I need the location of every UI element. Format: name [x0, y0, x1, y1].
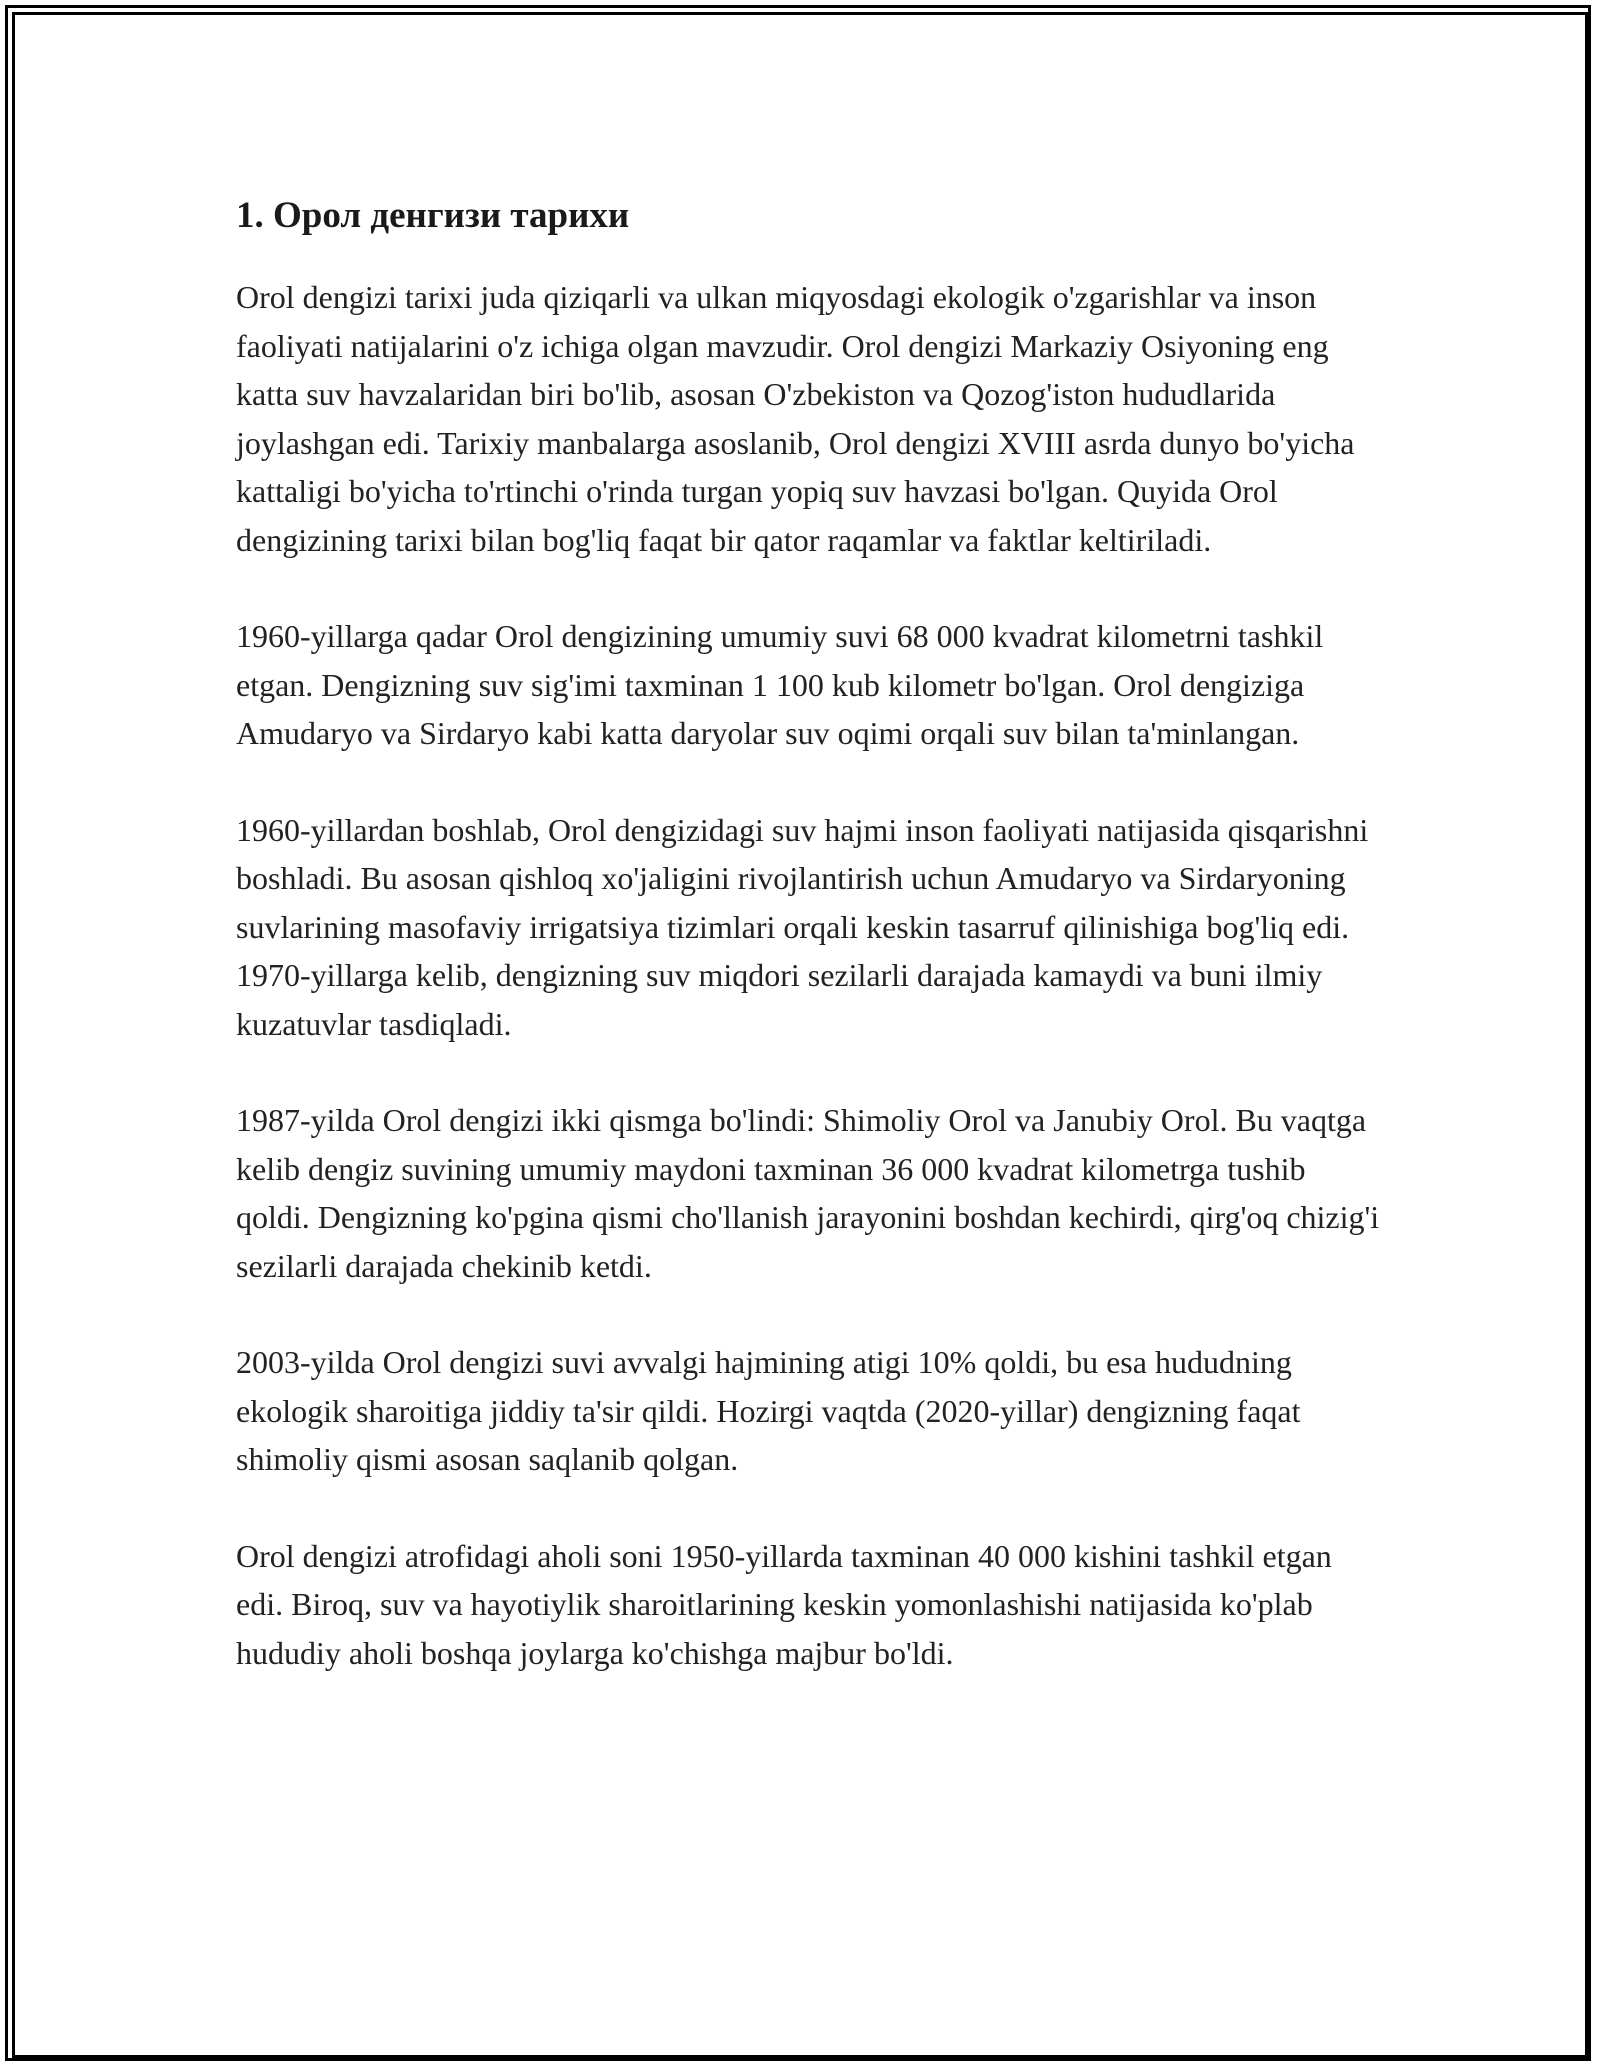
section-heading: 1. Орол денгизи тарихи [236, 195, 630, 236]
paragraph-1960s-decline: 1960-yillardan boshlab, Orol dengizidagi suv hajmi inson faoliyati natijasida qisqarishni boshladi. Bu asosan qishloq xo'jaligini rivojlantirish uchun Amudaryo va Sirdaryoning suvlarining masofaviy irrigatsiya tizimlari orqali keskin tasarruf qilinishiga bog'liq edi. 1970-yillarga kelib, dengizning suv miqdori sezilarli darajada kamaydi va buni ilmiy kuzatuvlar tasdiqladi. [236, 811, 1369, 1042]
paragraph-population: Orol dengizi atrofidagi aholi soni 1950-yillarda taxminan 40 000 kishini tashkil etgan edi. Biroq, suv va hayotiylik sharoitlarining keskin yomonlashishi natijasida ko'plab hududiy aholi boshqa joylarga ko'chishga majbur bo'ldi. [236, 1537, 1332, 1671]
paragraph-2003-volume: 2003-yilda Orol dengizi suvi avvalgi hajmining atigi 10% qoldi, bu esa hududning ekologik sharoitiga jiddiy ta'sir qildi. Hozirgi vaqtda (2020-yillar) dengizning faqat shimoliy qismi asosan saqlanib qolgan. [236, 1344, 1301, 1477]
document-page [236, 186, 1386, 1725]
paragraph-1987-split: 1987-yilda Orol dengizi ikki qismga bo'lindi: Shimoliy Orol va Janubiy Orol. Bu vaqtga kelib dengiz suvining umumiy maydoni taxminan 36 000 kvadrat kilometrga tushib qoldi. Dengizning ko'pgina qismi cho'llanish jarayonini boshdan kechirdi, qirg'oq chizig'i sezilarli darajada chekinib ketdi. [236, 1102, 1380, 1284]
paragraph-1960s-area: 1960-yillarga qadar Orol dengizining umumiy suvi 68 000 kvadrat kilometrni tashkil etgan. Dengizning suv sig'imi taxminan 1 100 kub kilometr bo'lgan. Orol dengiziga Amudaryo va Sirdaryo kabi katta daryolar suv oqimi orqali suv bilan ta'minlangan. [236, 618, 1324, 751]
paragraph-intro: Orol dengizi tarixi juda qiziqarli va ulkan miqyosdagi ekologik o'zgarishlar va inson faoliyati natijalarini o'z ichiga olgan mavzudir. Orol dengizi Markaziy Osiyoning eng katta suv havzalaridan biri bo'lib, asosan O'zbekiston va Qozog'iston hududlarida joylashgan edi. Tarixiy manbalarga asoslanib, Orol dengizi XVIII asrda dunyo bo'yicha kattaligi bo'yicha to'rtinchi o'rinda turgan yopiq suv havzasi bo'lgan. Quyida Orol dengizining tarixi bilan bog'liq faqat bir qator raqamlar va faktlar keltiriladi. [236, 279, 1355, 558]
